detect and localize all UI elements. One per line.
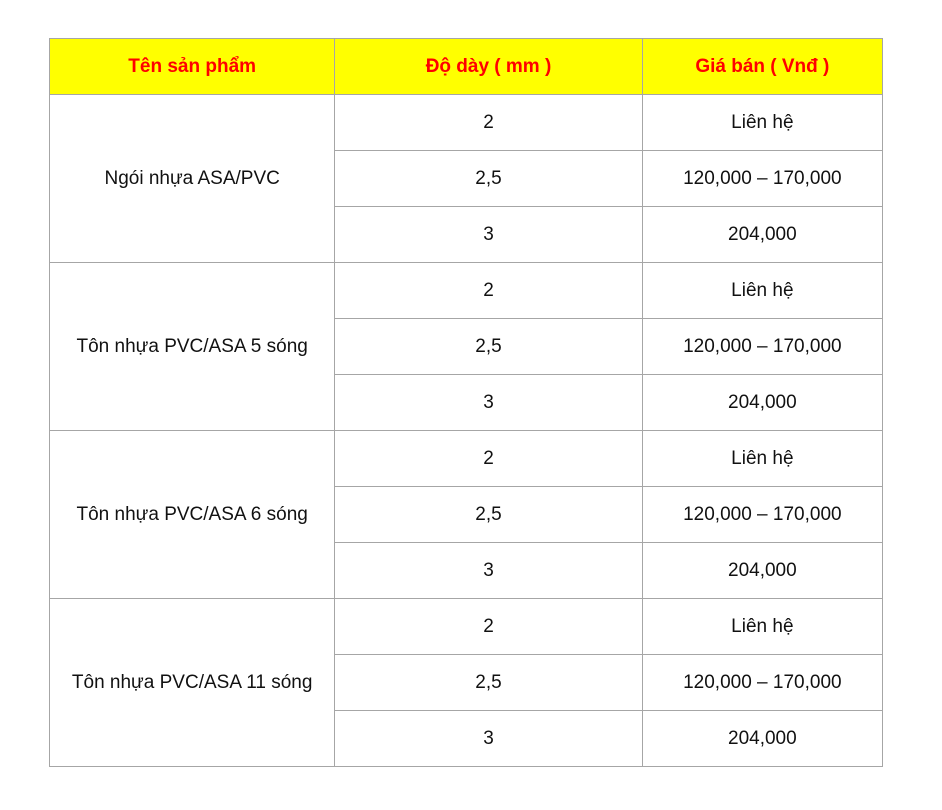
table-header-row — [50, 39, 883, 95]
table-row — [50, 263, 883, 319]
product-name-cell: Tôn nhựa PVC/ASA 11 sóng — [50, 599, 335, 767]
header-thickness: Độ dày ( mm ) — [335, 39, 642, 95]
price-cell: Liên hệ — [642, 95, 882, 151]
header-price: Giá bán ( Vnđ ) — [642, 39, 882, 95]
thickness-cell: 2,5 — [335, 319, 642, 375]
price-cell: 204,000 — [642, 375, 882, 431]
price-table — [49, 38, 883, 767]
price-cell: Liên hệ — [642, 431, 882, 487]
product-name-cell: Ngói nhựa ASA/PVC — [50, 95, 335, 263]
price-cell: 204,000 — [642, 207, 882, 263]
price-cell: Liên hệ — [642, 599, 882, 655]
thickness-cell: 3 — [335, 711, 642, 767]
header-product-name: Tên sản phẩm — [50, 39, 335, 95]
thickness-cell: 2,5 — [335, 151, 642, 207]
thickness-cell: 2 — [335, 263, 642, 319]
price-cell: Liên hệ — [642, 263, 882, 319]
thickness-cell: 2,5 — [335, 655, 642, 711]
table-row — [50, 431, 883, 487]
table-row — [50, 599, 883, 655]
product-name-cell: Tôn nhựa PVC/ASA 6 sóng — [50, 431, 335, 599]
price-cell: 204,000 — [642, 543, 882, 599]
thickness-cell: 2 — [335, 599, 642, 655]
thickness-cell: 3 — [335, 207, 642, 263]
table-row — [50, 95, 883, 151]
price-cell: 120,000 – 170,000 — [642, 487, 882, 543]
product-name-cell: Tôn nhựa PVC/ASA 5 sóng — [50, 263, 335, 431]
thickness-cell: 3 — [335, 375, 642, 431]
price-cell: 120,000 – 170,000 — [642, 151, 882, 207]
price-cell: 120,000 – 170,000 — [642, 655, 882, 711]
thickness-cell: 2 — [335, 431, 642, 487]
thickness-cell: 3 — [335, 543, 642, 599]
thickness-cell: 2 — [335, 95, 642, 151]
price-cell: 120,000 – 170,000 — [642, 319, 882, 375]
price-cell: 204,000 — [642, 711, 882, 767]
thickness-cell: 2,5 — [335, 487, 642, 543]
